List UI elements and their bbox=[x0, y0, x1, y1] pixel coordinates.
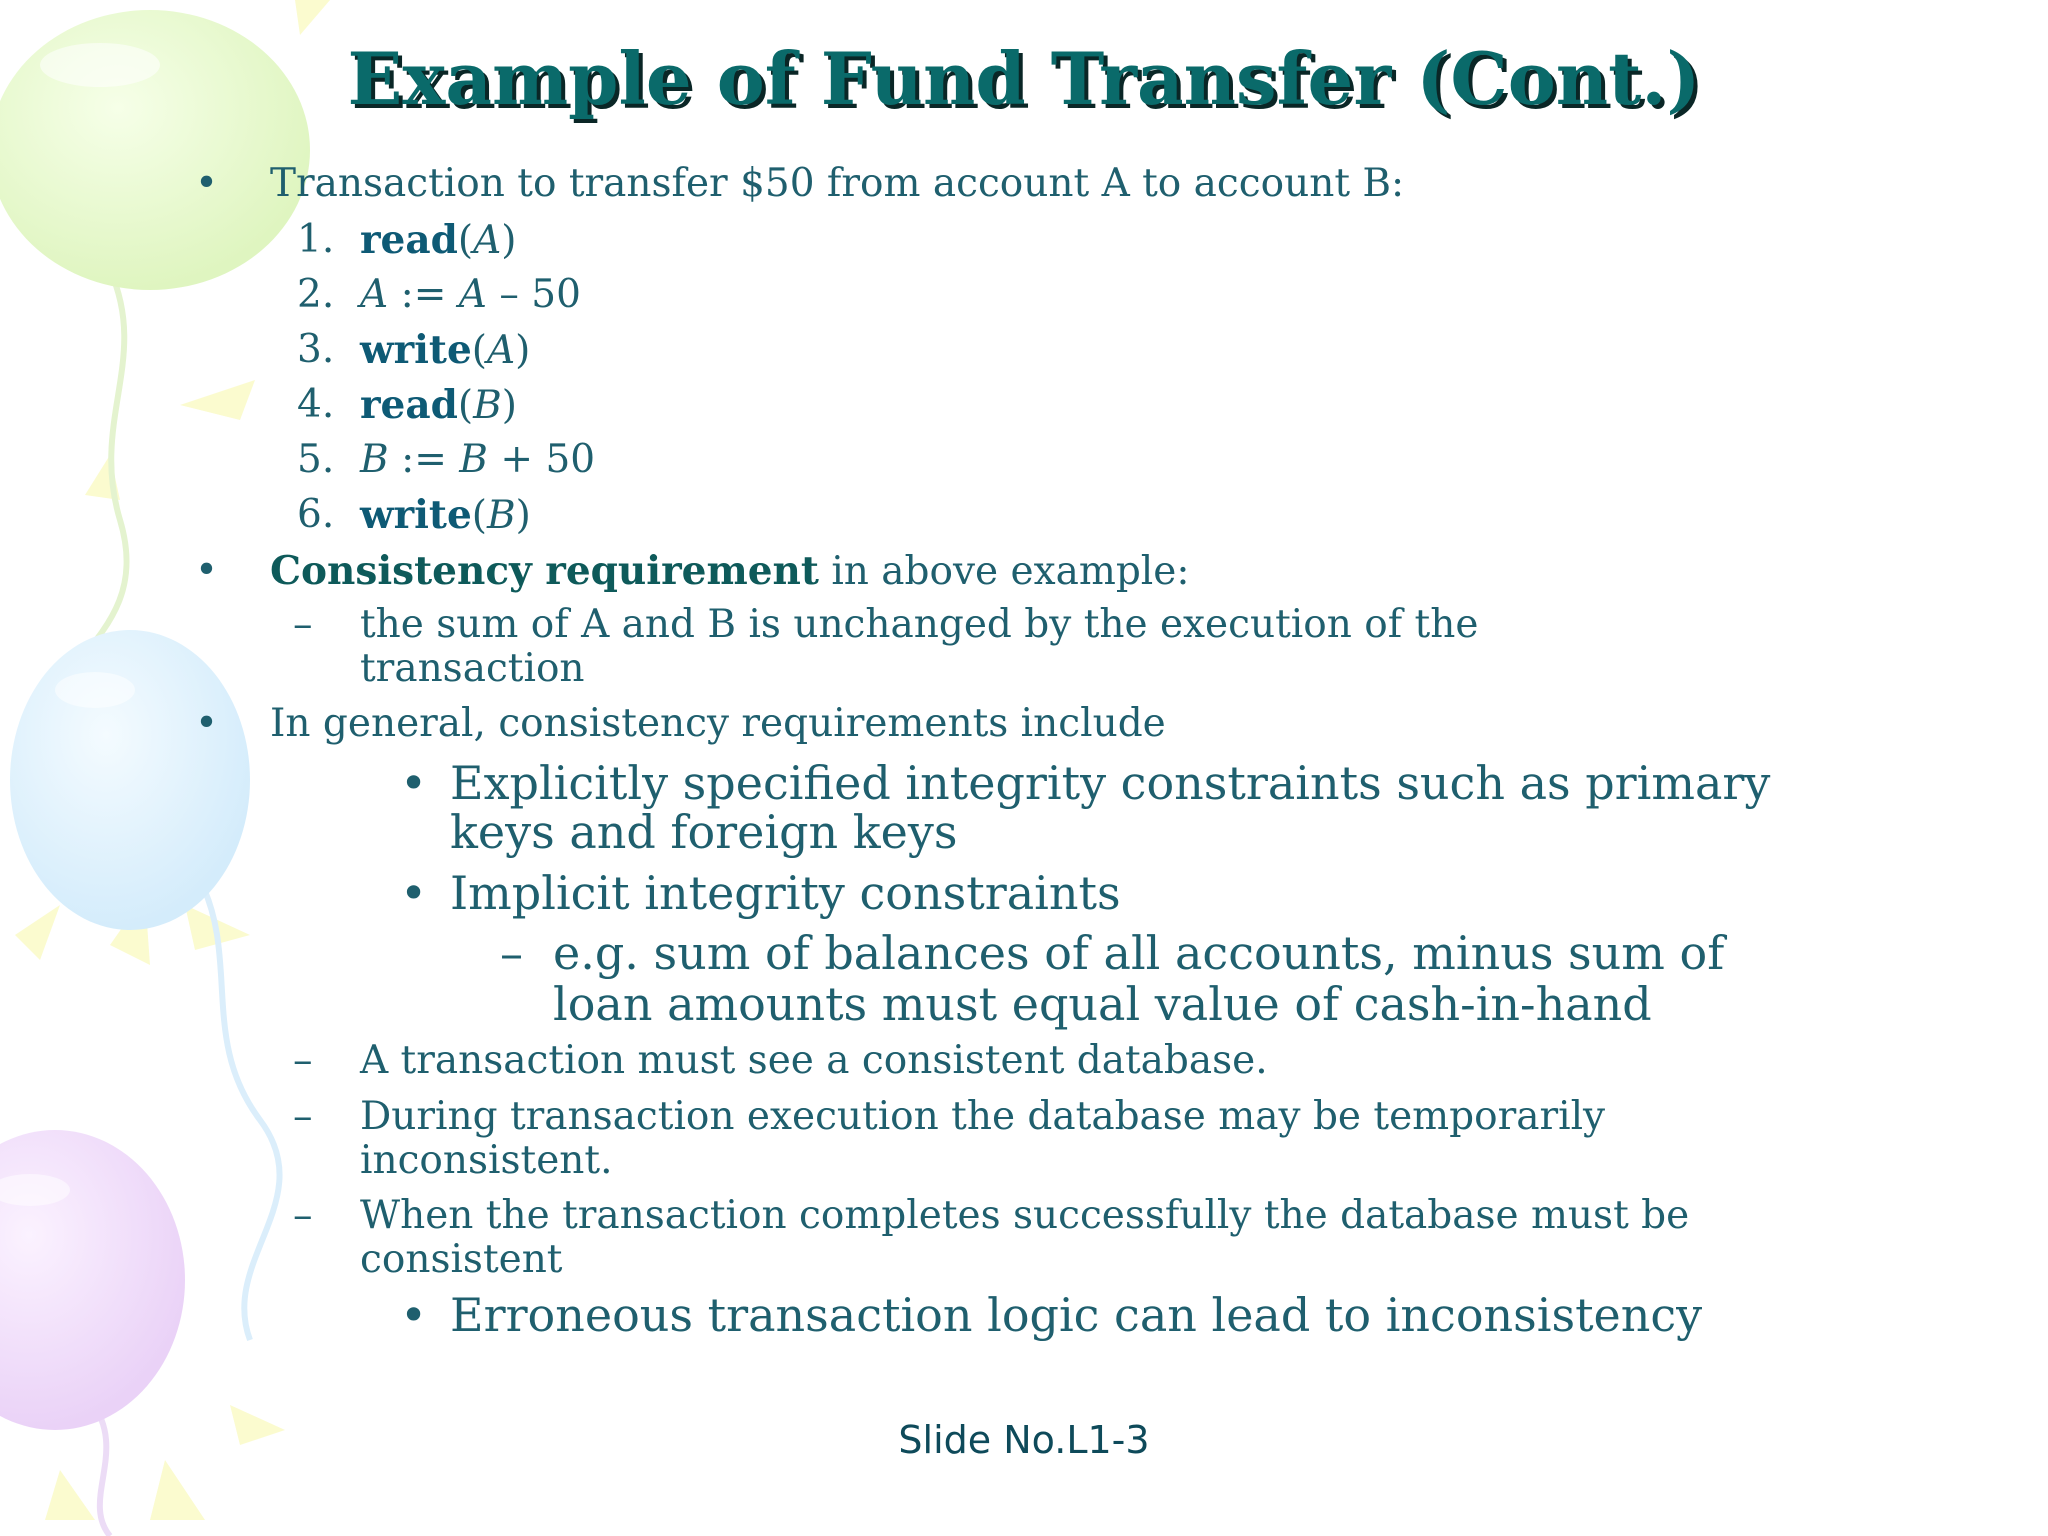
dash-marker: – bbox=[293, 602, 313, 647]
variable: B bbox=[486, 493, 516, 538]
step-number: 3. bbox=[297, 327, 335, 372]
bullet-marker: • bbox=[400, 866, 428, 920]
eg-line-2: loan amounts must equal value of cash-in-hand bbox=[553, 977, 1652, 1031]
step-6: 6. write(B) bbox=[297, 492, 531, 538]
explicit-line-2: keys and foreign keys bbox=[450, 805, 958, 859]
step-number: 6. bbox=[297, 492, 335, 537]
dash-marker: – bbox=[293, 1094, 313, 1139]
step-number: 2. bbox=[297, 272, 335, 317]
eg-line-1: e.g. sum of balances of all accounts, minus sum of bbox=[553, 926, 1725, 980]
variable: A bbox=[486, 328, 516, 373]
bullet-marker: • bbox=[195, 548, 219, 593]
step-1: 1. read(A) bbox=[297, 217, 517, 263]
step-4: 4. read(B) bbox=[297, 382, 518, 428]
operand: + 50 bbox=[487, 437, 596, 482]
bullet-marker: • bbox=[195, 161, 219, 206]
step-3: 3. write(A) bbox=[297, 327, 531, 373]
bullet-marker: • bbox=[400, 756, 428, 810]
erroneous-text: Erroneous transaction logic can lead to inconsistency bbox=[450, 1288, 1703, 1342]
assign-op: := bbox=[388, 272, 459, 317]
variable: A bbox=[360, 272, 389, 317]
when-line-2: consistent bbox=[360, 1237, 563, 1282]
variable: A bbox=[473, 218, 502, 263]
bullet-marker: • bbox=[195, 701, 219, 746]
when-line-1: When the transaction completes successfully the database must be bbox=[360, 1193, 1690, 1238]
sum-line-2: transaction bbox=[360, 646, 585, 691]
operand: – 50 bbox=[486, 272, 581, 317]
slide-title: Example of Fund Transfer (Cont.) bbox=[347, 36, 1701, 121]
sum-line-1: the sum of A and B is unchanged by the execution of the bbox=[360, 602, 1479, 647]
assign-op: := bbox=[388, 437, 460, 482]
general-text: In general, consistency requirements include bbox=[270, 701, 1166, 746]
write-keyword: write bbox=[360, 327, 472, 373]
explicit-line-1: Explicitly specified integrity constraints such as primary bbox=[450, 756, 1771, 810]
during-line-2: inconsistent. bbox=[360, 1138, 613, 1183]
dash-marker: – bbox=[293, 1193, 313, 1238]
step-number: 4. bbox=[297, 382, 335, 427]
step-number: 1. bbox=[297, 217, 335, 262]
slide-number: Slide No.L1-3 bbox=[898, 1418, 1150, 1462]
consistency-strong: Consistency requirement bbox=[270, 548, 819, 594]
variable: B bbox=[473, 383, 502, 428]
step-5 bbox=[297, 437, 596, 482]
implicit-text: Implicit integrity constraints bbox=[450, 866, 1121, 920]
write-keyword: write bbox=[360, 492, 472, 538]
read-keyword: read bbox=[360, 217, 458, 263]
see-db-text: A transaction must see a consistent database. bbox=[360, 1038, 1268, 1083]
consistency-rest: in above example: bbox=[818, 549, 1190, 594]
variable: A bbox=[458, 272, 487, 317]
dash-marker: – bbox=[293, 1038, 313, 1083]
variable: B bbox=[360, 437, 389, 482]
during-line-1: During transaction execution the database may be temporarily bbox=[360, 1094, 1606, 1139]
intro-text: Transaction to transfer $50 from account A to account B: bbox=[270, 161, 1405, 206]
step-number: 5. bbox=[297, 437, 335, 482]
variable: B bbox=[459, 437, 488, 482]
bullet-marker: • bbox=[400, 1288, 428, 1342]
step-2 bbox=[297, 272, 581, 317]
dash-marker: – bbox=[500, 926, 523, 980]
read-keyword: read bbox=[360, 382, 458, 428]
